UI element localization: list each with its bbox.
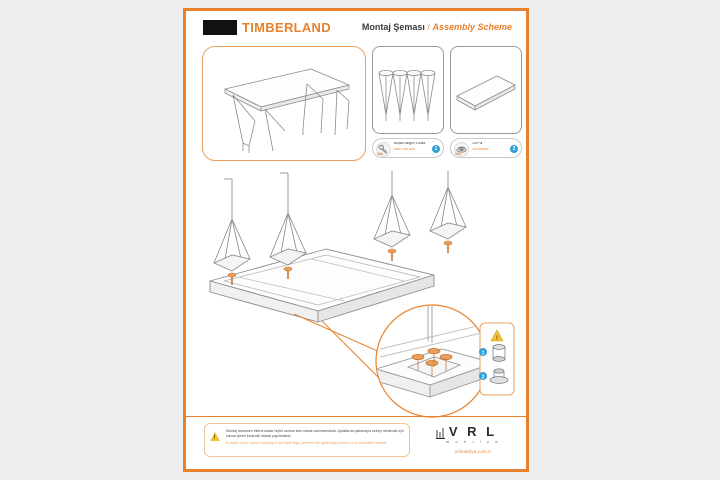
hardware-step-badge: 1 bbox=[432, 145, 440, 153]
manufacturer-website[interactable]: vrlmobilya.com.tr bbox=[454, 449, 492, 454]
safety-notice bbox=[204, 423, 410, 457]
assembled-table-panel bbox=[202, 46, 366, 161]
safety-notice-tr: Montaj tamamen bitene kadar hiçbir somun tam olarak sıkılmamalıdır. Ayaklarda çatlamaya sebep olmamak için sıkma işlemi kontrollü olarak yapılmalıdır. bbox=[226, 429, 404, 439]
manufacturer-logo bbox=[436, 425, 510, 454]
assembled-table-illustration bbox=[203, 47, 365, 160]
manufacturer-name: V R L bbox=[448, 424, 498, 439]
magnifier-leader-lines bbox=[294, 314, 390, 389]
logo-rule-icon bbox=[436, 428, 445, 440]
instruction-sheet bbox=[183, 8, 529, 472]
page-title-separator: / bbox=[427, 22, 430, 32]
svg-text:!: ! bbox=[496, 336, 498, 342]
hardware-name-en: 1/6 Washer bbox=[472, 147, 489, 151]
tabletop-illustration bbox=[451, 47, 521, 133]
hardware-quantity: 16x bbox=[377, 152, 383, 156]
hardware-quantity: 16x bbox=[455, 152, 461, 156]
assembly-diagram bbox=[194, 171, 524, 421]
manufacturer-tagline: m o b i l y a bbox=[445, 439, 501, 444]
hardware-item-bolt[interactable] bbox=[372, 138, 444, 158]
sheet-header bbox=[186, 11, 526, 41]
bolt-marker bbox=[444, 241, 452, 253]
sheet-footer bbox=[186, 416, 526, 469]
warning-triangle-icon bbox=[210, 432, 220, 441]
leg bbox=[374, 171, 410, 247]
bolt-marker bbox=[388, 249, 396, 261]
page-title-en: Assembly Scheme bbox=[432, 22, 512, 32]
hardware-step-badge: 2 bbox=[510, 145, 518, 153]
safety-notice-en: In order not to cause cracking in the table legs, perform the tightening process in a controlled manner. bbox=[226, 441, 388, 445]
step-badge-2-label: 2 bbox=[481, 374, 485, 381]
hardware-name-tr: 1/6 Pul bbox=[472, 142, 483, 145]
part-panel-legs bbox=[372, 46, 444, 134]
hardware-name-tr: Bıçaklı Altıgen Civata bbox=[394, 142, 426, 145]
table-legs-illustration bbox=[373, 47, 443, 133]
step-badge-1-label: 1 bbox=[481, 350, 485, 357]
leg bbox=[214, 179, 250, 271]
detail-step-callout bbox=[479, 323, 514, 395]
brand-logo-mark bbox=[203, 20, 237, 35]
part-panel-tabletop bbox=[450, 46, 522, 134]
leg bbox=[270, 173, 306, 265]
page-title bbox=[362, 22, 512, 32]
leg bbox=[430, 171, 466, 239]
brand-name: TIMBERLAND bbox=[242, 20, 331, 35]
hardware-name-en: Allen Hex Bolt bbox=[394, 147, 415, 151]
page-title-tr: Montaj Şeması bbox=[361, 22, 425, 32]
hardware-item-washer[interactable] bbox=[450, 138, 522, 158]
